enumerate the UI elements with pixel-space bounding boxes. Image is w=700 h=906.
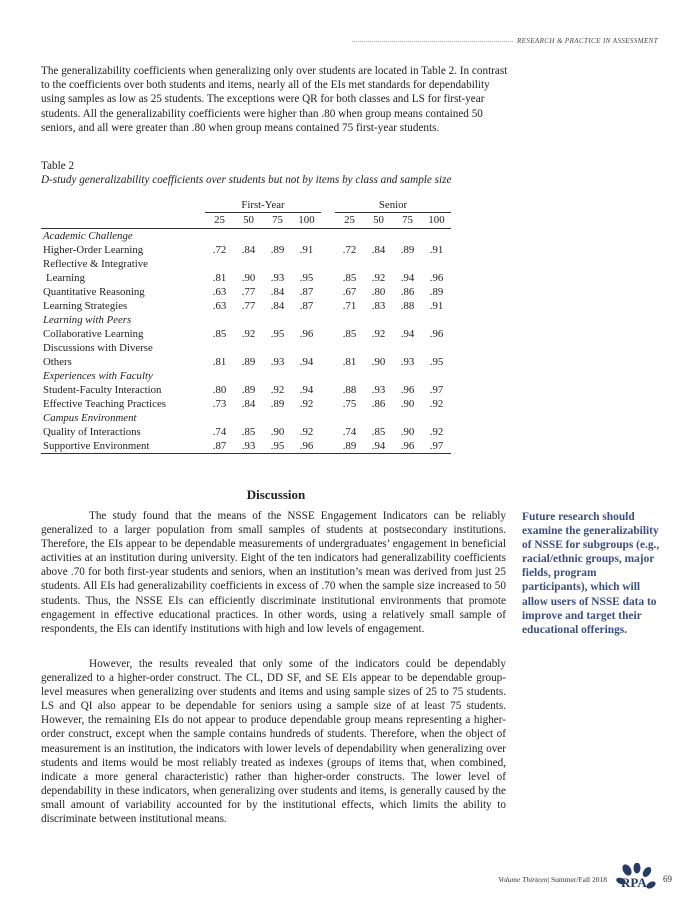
coef-cell: .74 [212,426,227,438]
group-header-first-year: First-Year [205,198,321,213]
table-caption [41,159,521,187]
coef-cell: .89 [400,244,415,256]
table-row [41,327,451,341]
coef-cell: .85 [241,426,256,438]
row-label: Reflective & Integrative [43,258,148,270]
row-label: Others [43,356,72,368]
sr-n-25: 25 [335,213,364,229]
coef-cell: .96 [400,384,415,396]
coef-cell: .86 [371,398,386,410]
coef-cell: .96 [292,439,321,454]
row-label: Student-Faculty Interaction [43,384,162,396]
row-label: Learning Strategies [43,300,128,312]
coef-cell: .96 [429,272,444,284]
table-title: D-study generalizability coefficients over students but not by items by class and sample size [41,174,452,186]
coef-cell: .96 [393,439,422,454]
sr-n-100: 100 [422,213,451,229]
coef-cell: .73 [212,398,227,410]
coef-cell: .85 [371,426,386,438]
coef-cell: .81 [342,356,357,368]
coef-cell: .93 [234,439,263,454]
coef-cell: .89 [335,439,364,454]
table-row-label-wrap [41,341,451,355]
category-label: Academic Challenge [43,230,133,242]
coef-cell: .75 [342,398,357,410]
coef-cell: .72 [212,244,227,256]
table-category-row [41,369,451,383]
coef-cell: .90 [400,426,415,438]
rpa-logo [613,863,657,895]
fy-n-50: 50 [234,213,263,229]
row-label: Discussions with Diverse [43,342,153,354]
table-label: Table 2 [41,160,75,172]
coef-cell: .89 [270,244,285,256]
coef-cell: .63 [212,286,227,298]
table-row-label-wrap [41,257,451,271]
coef-cell: .88 [342,384,357,396]
fy-n-100: 100 [292,213,321,229]
coef-cell: .87 [205,439,234,454]
coef-cell: .67 [342,286,357,298]
coef-cell: .89 [241,384,256,396]
coef-cell: .97 [429,384,444,396]
coef-cell: .92 [371,272,386,284]
coef-cell: .93 [270,356,285,368]
coef-cell: .85 [212,328,227,340]
coef-cell: .84 [270,300,285,312]
coef-cell: .85 [342,328,357,340]
coef-cell: .93 [270,272,285,284]
coef-cell: .71 [342,300,357,312]
coef-cell: .95 [263,439,292,454]
coef-cell: .84 [270,286,285,298]
table-category-row [41,411,451,425]
coef-cell: .90 [371,356,386,368]
coef-cell: .80 [371,286,386,298]
coef-cell: .92 [429,426,444,438]
coef-cell: .84 [371,244,386,256]
row-label: Supportive Environment [41,439,205,454]
logo-text: RPA [621,875,647,890]
footer-volume: Volume Thirteen [498,874,548,884]
page-number: 69 [663,874,672,884]
category-label: Learning with Peers [43,314,132,326]
discussion-paragraph-1: The study found that the means of the NSSE Engagement Indicators can be reliably generalized to a larger population from small samples of students at postsecondary institutions. Therefore, the EIs appear to be dependable measurements of undergraduates’ engagement in beneficial activities at an institution during university. Eight of the ten indicators had generalizability coefficients above .70 for both first-year students and seniors, when an institution’s mean was derived from just 25 students. All EIs had generalizability coefficients in excess of .70 when the sample size increased to 50 students. Thus, the NSSE EIs can efficiently discriminate institutional environments that promote engagement in effective educational practices. In other words, using a relatively small sample of respondents, the EIs can identify institutions with high and low levels of engagement. [41,510,506,635]
coef-cell: .96 [429,328,444,340]
table-row [41,285,451,299]
table-row [41,271,451,285]
coef-cell: .94 [400,328,415,340]
table-row [41,243,451,257]
footer-issue: | Summer/Fall 2018 [547,874,607,884]
coef-cell: .92 [429,398,444,410]
category-label: Experiences with Faculty [43,370,153,382]
coef-cell: .84 [241,398,256,410]
coef-cell: .96 [299,328,314,340]
header-dotted-rule [352,41,513,42]
fy-n-75: 75 [263,213,292,229]
sr-n-75: 75 [393,213,422,229]
table-category-row [41,313,451,327]
table-row [41,397,451,411]
sample-size-header [41,213,451,229]
coef-cell: .86 [400,286,415,298]
coef-cell: .92 [299,426,314,438]
coef-cell: .74 [342,426,357,438]
coef-cell: .81 [212,272,227,284]
discussion-heading: Discussion [246,487,306,502]
coef-cell: .77 [241,286,256,298]
coef-cell: .92 [270,384,285,396]
coef-cell: .91 [299,244,314,256]
table-group-header [41,198,451,213]
row-label: Learning [46,272,85,284]
coef-cell: .77 [241,300,256,312]
table-row [41,383,451,397]
coef-cell: .89 [241,356,256,368]
group-header-senior: Senior [335,198,451,213]
table-row [41,439,451,454]
fy-n-25: 25 [205,213,234,229]
coef-cell: .91 [429,300,444,312]
row-label: Quantitative Reasoning [43,286,145,298]
coef-cell: .95 [429,356,444,368]
coef-cell: .92 [371,328,386,340]
coef-cell: .95 [270,328,285,340]
coef-cell: .92 [299,398,314,410]
coef-cell: .63 [212,300,227,312]
coef-cell: .84 [241,244,256,256]
table-row [41,355,451,369]
coef-cell: .88 [400,300,415,312]
coef-cell: .94 [400,272,415,284]
coef-cell: .81 [212,356,227,368]
coef-cell: .83 [371,300,386,312]
coef-cell: .72 [342,244,357,256]
coef-cell: .93 [400,356,415,368]
pull-quote: Future research should examine the generalizability of NSSE for subgroups (e.g., racial/ethnic groups, major fields, program participants), which will allow users of NSSE data to improve and target their educational offerings. [522,511,660,636]
coef-cell: .94 [364,439,393,454]
intro-paragraph: The generalizability coefficients when generalizing only over students are located in Table 2. In contrast to the coefficients over both students and items, nearly all of the EIs met standards for dependability using samples as low as 25 students. The exceptions were QR for both classes and LS for first-year students. All the generalizability coefficients were higher than .80 when group means contained 50 seniors, and all were greater than .80 when group means contained 75 first-year students. [41,65,508,134]
coef-cell: .80 [212,384,227,396]
coef-cell: .90 [400,398,415,410]
table-category-row [41,229,451,244]
coef-cell: .95 [299,272,314,284]
page-footer [420,862,672,896]
coef-cell: .94 [299,384,314,396]
coef-cell: .93 [371,384,386,396]
coef-cell: .90 [270,426,285,438]
table-corner [41,198,205,213]
row-label: Effective Teaching Practices [43,398,166,410]
running-header [352,34,658,48]
row-label: Collaborative Learning [43,328,144,340]
coef-cell: .87 [299,286,314,298]
coef-cell: .85 [342,272,357,284]
running-title: RESEARCH & PRACTICE IN ASSESSMENT [516,37,658,45]
coef-cell: .87 [299,300,314,312]
row-label: Higher-Order Learning [43,244,144,256]
table-row [41,425,451,439]
table-row [41,299,451,313]
coef-cell: .89 [429,286,444,298]
coef-cell: .94 [299,356,314,368]
coef-cell: .92 [241,328,256,340]
row-label: Quality of Interactions [43,426,141,438]
coef-cell: .91 [429,244,444,256]
discussion-paragraph-2: However, the results revealed that only some of the indicators could be dependably generalized to a higher-order construct. The CL, DD SF, and SE EIs appear to be dependable group-level measures when generalizing over students and items and using sample sizes of 25 to 75 students. LS and QI also appear to be dependable for seniors using a sample size of at least 75 students. However, the remaining EIs do not appear to produce dependable group means representing a higher-order construct, except when the sample contains hundreds of students. Therefore, when the object of measurement is an institution, the indicators with lower levels of dependability when generalizing over students and items would be most reliably treated as indexes (groups of items that, when combined, indicate a more general characteristic) rather than higher-order constructs. The lower level of dependability in these indicators, when generalizing over students and items, is generally caused by the small amount of variability accounted for by the institutional effects, which limits the ability to discriminate between institutional means. [41,658,506,826]
coef-cell: .97 [422,439,451,454]
coef-cell: .90 [241,272,256,284]
d-study-table [41,198,451,454]
coef-cell: .89 [270,398,285,410]
category-label: Campus Environment [43,412,137,424]
sr-n-50: 50 [364,213,393,229]
